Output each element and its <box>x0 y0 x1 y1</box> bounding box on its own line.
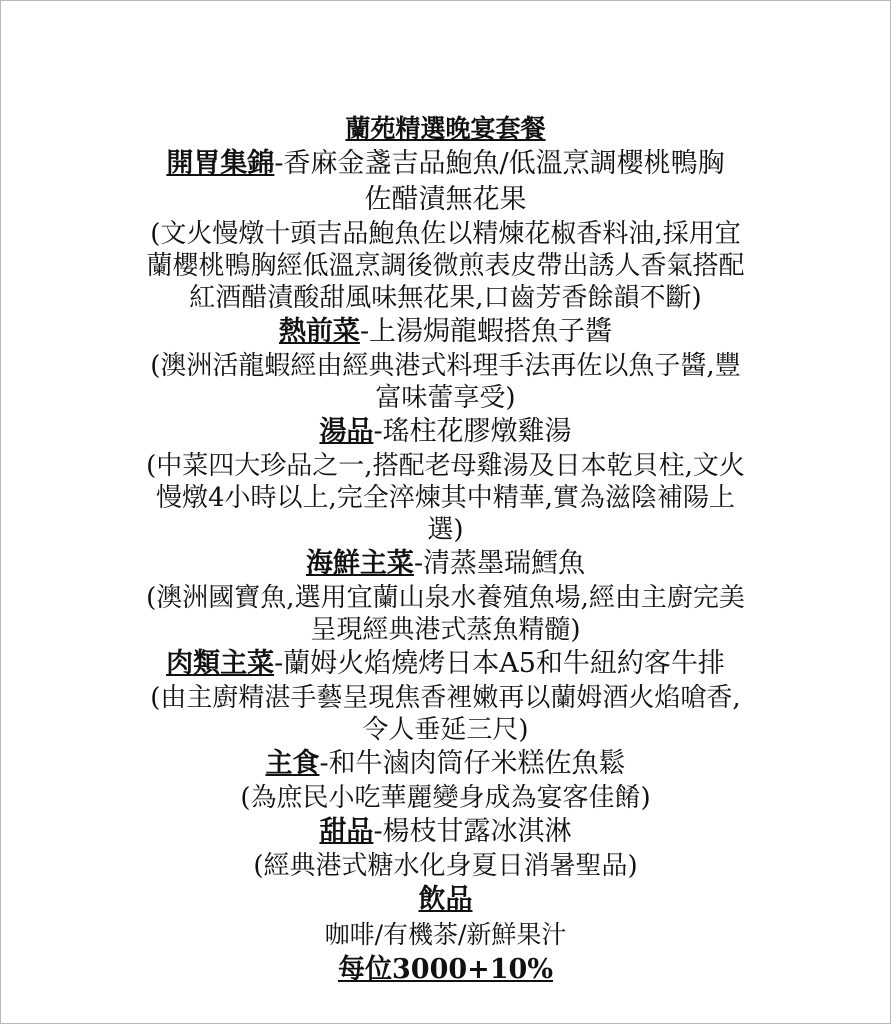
course-description: 令人垂延三尺) <box>362 715 529 745</box>
drinks-section <box>1 882 890 952</box>
dish-name: -楊枝甘露冰淇淋 <box>373 816 572 847</box>
dish-name: -清蒸墨瑞鱈魚 <box>413 548 586 579</box>
course-description: (澳洲國寶魚,選用宜蘭山泉水養殖魚場,經由主廚完美 <box>146 583 745 613</box>
course-soup <box>1 414 890 546</box>
course-description: 呈現經典港式蒸魚精髓) <box>310 615 581 645</box>
course-dessert <box>1 814 890 882</box>
course-name: 海鮮主菜 <box>305 548 414 579</box>
course-name: 肉類主菜 <box>166 648 275 679</box>
dish-name: -香麻金盞吉品鮑魚/低溫烹調櫻桃鴨胸 <box>274 148 725 179</box>
drinks-list: 咖啡/有機茶/新鮮果汁 <box>324 920 567 949</box>
course-description: (澳洲活龍蝦經由經典港式料理手法再佐以魚子醬,豐 <box>150 351 741 381</box>
course-hot-starter <box>1 314 890 414</box>
dish-name: -和牛滷肉筒仔米糕佐魚鬆 <box>319 748 626 779</box>
course-description: (為庶民小吃華麗變身成為宴客佳餚) <box>240 783 651 813</box>
dish-name: -瑤柱花膠燉雞湯 <box>373 416 572 447</box>
course-description: 慢燉4小時以上,完全淬煉其中精華,實為滋陰補陽上 <box>155 483 736 513</box>
course-description: 紅酒醋漬酸甜風味無花果,口齒芳香餘韻不斷) <box>189 283 702 313</box>
course-heading <box>1 414 890 450</box>
course-name: 主食 <box>265 748 320 779</box>
course-staple <box>1 746 890 814</box>
course-name: 湯品 <box>319 416 374 447</box>
dish-name: -上湯焗龍蝦搭魚子醬 <box>359 316 613 347</box>
drinks-heading: 飲品 <box>418 884 473 915</box>
course-description: 蘭櫻桃鴨胸經低溫烹調後微煎表皮帶出誘人香氣搭配 <box>146 251 745 281</box>
course-name: 甜品 <box>319 816 374 847</box>
course-appetizer <box>1 146 890 314</box>
course-description: 富味蕾享受) <box>375 383 516 413</box>
course-heading <box>1 814 890 850</box>
course-name: 熱前菜 <box>278 316 360 347</box>
dish-name: -蘭姆火焰燒烤日本A5和牛紐約客牛排 <box>274 648 725 679</box>
course-meat-main <box>1 646 890 746</box>
course-name: 開胃集錦 <box>166 148 275 179</box>
course-description: (文火慢燉十頭吉品鮑魚佐以精煉花椒香料油,採用宜 <box>150 219 741 249</box>
price-per-person: 每位3000+10% <box>338 954 553 985</box>
menu-document <box>1 112 890 988</box>
course-heading <box>1 546 890 582</box>
course-heading <box>1 314 890 350</box>
dish-name-continued: 佐醋漬無花果 <box>364 184 527 215</box>
course-seafood-main <box>1 546 890 646</box>
course-description: (中菜四大珍品之一,搭配老母雞湯及日本乾貝柱,文火 <box>146 451 745 481</box>
course-description: 選) <box>427 515 464 545</box>
menu-title: 蘭苑精選晚宴套餐 <box>345 114 546 143</box>
course-heading <box>1 646 890 682</box>
course-description: (經典港式糖水化身夏日消暑聖品) <box>253 851 638 881</box>
course-heading <box>1 146 890 182</box>
course-description: (由主廚精湛手藝呈現焦香裡嫩再以蘭姆酒火焰嗆香, <box>150 683 741 713</box>
course-heading <box>1 746 890 782</box>
